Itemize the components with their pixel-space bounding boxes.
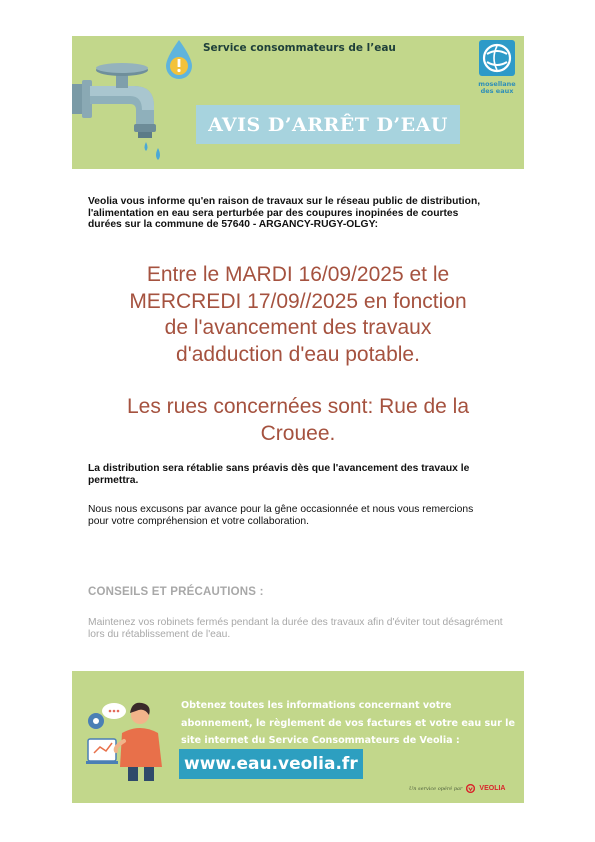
mosellane-logo — [477, 40, 517, 95]
footer-info-text — [181, 697, 516, 750]
restore-paragraph: La distribution sera rétablie sans préavis dès que l'avancement des travaux le permettra. — [88, 463, 470, 486]
streets-headline — [80, 394, 516, 447]
person-illustration-icon — [86, 697, 170, 783]
headline-line: d'adduction d'eau potable. — [176, 342, 420, 366]
dates-headline — [80, 262, 516, 368]
headline-line: Entre le MARDI 16/09/2025 et le — [146, 263, 450, 286]
veolia-brand-name: VEOLIA — [479, 785, 506, 792]
header-banner — [72, 36, 524, 169]
logo-line2: des eaux — [480, 87, 514, 95]
veolia-website-link[interactable]: www.eau.veolia.fr — [179, 749, 363, 779]
footer-info-line: site internet du Service Consommateurs de Veolia : — [181, 735, 460, 746]
apology-paragraph: Nous nous excusons par avance pour la gêne occasionnée et nous vous remercions pour votre compréhension et votre collaboration. — [88, 504, 474, 527]
footer-info-line: abonnement, le règlement de vos factures et votre eau sur le — [181, 717, 515, 729]
intro-paragraph: Veolia vous informe qu'en raison de travaux sur le réseau public de distribution, l'alimentation en eau sera perturbée par des coupures inopinées de courtes durées sur la commune de 57640 - ARGANCY-RUGY-OLGY: — [88, 196, 481, 231]
mosellane-logo-icon — [479, 40, 515, 76]
logo-line1: mosellane — [478, 80, 516, 88]
footer-brand — [409, 784, 505, 793]
veolia-logo-icon — [466, 784, 475, 793]
streets-line: Crouee. — [260, 421, 336, 445]
notice-title: AVIS D’ARRÊT D’EAU — [208, 113, 448, 136]
streets-line: Les rues concernées sont: Rue de la — [126, 395, 470, 418]
footer-banner — [72, 671, 524, 803]
headline-line: MERCREDI 17/09//2025 en fonction — [129, 289, 467, 313]
advice-paragraph: Maintenez vos robinets fermés pendant la durée des travaux afin d'éviter tout désagrément lors du rétablissement de l'eau. — [88, 617, 503, 640]
footer-brand-text: Un service opéré par — [409, 785, 463, 792]
notice-title-box — [196, 105, 460, 144]
footer-info-line: Obtenez toutes les informations concernant votre — [181, 700, 452, 711]
advice-heading: CONSEILS ET PRÉCAUTIONS : — [88, 586, 264, 598]
headline-line: de l'avancement des travaux — [164, 316, 432, 339]
service-title: Service consommateurs de l’eau — [203, 42, 396, 54]
info-drop-icon — [164, 38, 194, 80]
